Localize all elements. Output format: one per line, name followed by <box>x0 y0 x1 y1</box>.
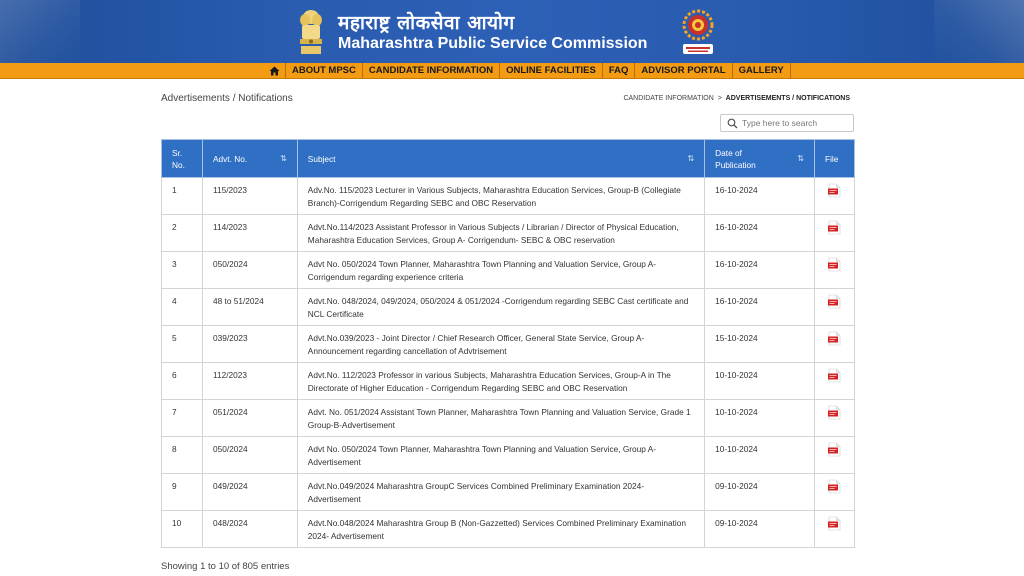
cell-subject: Advt. No. 051/2024 Assistant Town Planner, Maharashtra Town Planning and Valuation Service, Grade 1 Group-B-Advertisement <box>297 400 704 437</box>
table-row <box>162 178 855 215</box>
pdf-icon[interactable] <box>828 375 841 385</box>
sort-icon: ⇅ <box>687 153 695 163</box>
cell-subject: Advt No. 050/2024 Town Planner, Maharashtra Town Planning and Valuation Service, Group A- Corrigendum regarding experience criteria <box>297 252 704 289</box>
table-row <box>162 363 855 400</box>
table-row <box>162 511 855 548</box>
cell-date: 10-10-2024 <box>705 400 815 437</box>
pdf-icon[interactable] <box>828 449 841 459</box>
cell-file <box>815 511 855 548</box>
cell-advt-no: 050/2024 <box>203 437 298 474</box>
cell-subject: Advt.No.048/2024 Maharashtra Group B (Non-Gazzetted) Services Combined Preliminary Examination 2024- Advertisement <box>297 511 704 548</box>
pdf-icon[interactable] <box>828 523 841 533</box>
table-row <box>162 474 855 511</box>
breadcrumb-current: ADVERTISEMENTS / NOTIFICATIONS <box>725 95 850 102</box>
pdf-icon[interactable] <box>828 412 841 422</box>
mpsc-logo-icon[interactable] <box>679 8 717 56</box>
header-sr-label: Sr. No. <box>172 147 185 170</box>
cell-advt-no: 114/2023 <box>203 215 298 252</box>
cell-sr-no: 10 <box>162 511 203 548</box>
column-header-sr-no[interactable] <box>162 140 203 178</box>
cell-subject: Advt.No.049/2024 Maharashtra GroupC Services Combined Preliminary Examination 2024- Advertisement <box>297 474 704 511</box>
main-nav <box>0 63 1024 79</box>
cell-sr-no: 6 <box>162 363 203 400</box>
cell-advt-no: 050/2024 <box>203 252 298 289</box>
cell-date: 10-10-2024 <box>705 437 815 474</box>
search-icon <box>724 115 740 131</box>
cell-file <box>815 400 855 437</box>
cell-subject: Advt.No.114/2023 Assistant Professor in Various Subjects / Librarian / Director of Physical Education, Maharashtra Education Services, Group A- Corrigendum- SEBC & OBC reservation <box>297 215 704 252</box>
cell-subject: Advt.No. 112/2023 Professor in various Subjects, Maharashtra Education Services, Group-A in The Directorate of Higher Education - Corrigendum Regarding SEBC and OBC Reservation <box>297 363 704 400</box>
home-icon[interactable] <box>264 63 286 79</box>
cell-advt-no: 051/2024 <box>203 400 298 437</box>
breadcrumb <box>623 95 850 102</box>
header-banner <box>0 0 1024 63</box>
advertisements-table <box>161 139 855 548</box>
nav-advisor-portal[interactable]: ADVISOR PORTAL <box>635 63 732 79</box>
cell-advt-no: 049/2024 <box>203 474 298 511</box>
cell-date: 09-10-2024 <box>705 474 815 511</box>
cell-sr-no: 9 <box>162 474 203 511</box>
column-header-advt-no[interactable] <box>203 140 298 178</box>
cell-advt-no: 048/2024 <box>203 511 298 548</box>
cell-sr-no: 4 <box>162 289 203 326</box>
table-row <box>162 326 855 363</box>
banner-decoration-left <box>0 0 80 63</box>
cell-sr-no: 3 <box>162 252 203 289</box>
header-subject-label: Subject <box>307 153 336 164</box>
table-row <box>162 400 855 437</box>
column-header-file <box>815 140 855 178</box>
banner-decoration-right <box>934 0 1024 63</box>
cell-date: 16-10-2024 <box>705 252 815 289</box>
table-row <box>162 215 855 252</box>
page-title: Advertisements / Notifications <box>161 93 293 104</box>
cell-sr-no: 7 <box>162 400 203 437</box>
cell-file <box>815 289 855 326</box>
sort-icon: ⇅ <box>797 153 804 163</box>
pdf-icon[interactable] <box>828 264 841 274</box>
nav-about-mpsc[interactable]: ABOUT MPSC <box>286 63 363 79</box>
title-hindi: महाराष्ट्र लोकसेवा आयोग <box>338 12 515 34</box>
cell-date: 15-10-2024 <box>705 326 815 363</box>
cell-subject: Advt.No.039/2023 - Joint Director / Chief Research Officer, General State Service, Group A- Announcement regarding cancellation of Advtrisement <box>297 326 704 363</box>
column-header-subject[interactable] <box>297 140 704 178</box>
breadcrumb-separator: > <box>717 95 722 102</box>
header-file-label: File <box>825 153 839 164</box>
table-info: Showing 1 to 10 of 805 entries <box>161 561 290 572</box>
nav-candidate-information[interactable]: CANDIDATE INFORMATION <box>363 63 500 79</box>
sort-icon: ⇅ <box>280 153 287 163</box>
search-input[interactable] <box>742 118 852 128</box>
table-row <box>162 437 855 474</box>
cell-subject: Advt.No. 048/2024, 049/2024, 050/2024 & 051/2024 -Corrigendum regarding SEBC Cast certificate and NCL Certificate <box>297 289 704 326</box>
header-advt-label: Advt. No. <box>213 153 248 164</box>
cell-sr-no: 2 <box>162 215 203 252</box>
cell-sr-no: 8 <box>162 437 203 474</box>
cell-file <box>815 437 855 474</box>
pdf-icon[interactable] <box>828 227 841 237</box>
table-row <box>162 252 855 289</box>
nav-faq[interactable]: FAQ <box>603 63 636 79</box>
national-emblem-icon[interactable] <box>296 8 326 56</box>
cell-file <box>815 326 855 363</box>
nav-gallery[interactable]: GALLERY <box>733 63 791 79</box>
cell-date: 10-10-2024 <box>705 363 815 400</box>
cell-advt-no: 039/2023 <box>203 326 298 363</box>
cell-date: 16-10-2024 <box>705 178 815 215</box>
cell-subject: Advt No. 050/2024 Town Planner, Maharashtra Town Planning and Valuation Service, Group A- Advertisement <box>297 437 704 474</box>
cell-file <box>815 215 855 252</box>
cell-sr-no: 1 <box>162 178 203 215</box>
pdf-icon[interactable] <box>828 190 841 200</box>
pdf-icon[interactable] <box>828 338 841 348</box>
pdf-icon[interactable] <box>828 301 841 311</box>
breadcrumb-parent[interactable]: CANDIDATE INFORMATION <box>623 95 714 102</box>
cell-sr-no: 5 <box>162 326 203 363</box>
cell-file <box>815 363 855 400</box>
cell-date: 16-10-2024 <box>705 289 815 326</box>
title-english: Maharashtra Public Service Commission <box>338 35 648 52</box>
cell-file <box>815 252 855 289</box>
column-header-date[interactable] <box>705 140 815 178</box>
header-date-label: Date of Publication <box>715 147 756 170</box>
cell-advt-no: 112/2023 <box>203 363 298 400</box>
cell-date: 09-10-2024 <box>705 511 815 548</box>
cell-advt-no: 48 to 51/2024 <box>203 289 298 326</box>
table-row <box>162 289 855 326</box>
cell-advt-no: 115/2023 <box>203 178 298 215</box>
pdf-icon[interactable] <box>828 486 841 496</box>
cell-subject: Adv.No. 115/2023 Lecturer in Various Subjects, Maharashtra Education Services, Group-B (Collegiate Branch)-Corrigendum Regarding SEBC and OBC Reservation <box>297 178 704 215</box>
cell-file <box>815 178 855 215</box>
nav-online-facilities[interactable]: ONLINE FACILITIES <box>500 63 603 79</box>
table-header-row <box>162 140 855 178</box>
cell-file <box>815 474 855 511</box>
search-box <box>720 114 854 132</box>
cell-date: 16-10-2024 <box>705 215 815 252</box>
